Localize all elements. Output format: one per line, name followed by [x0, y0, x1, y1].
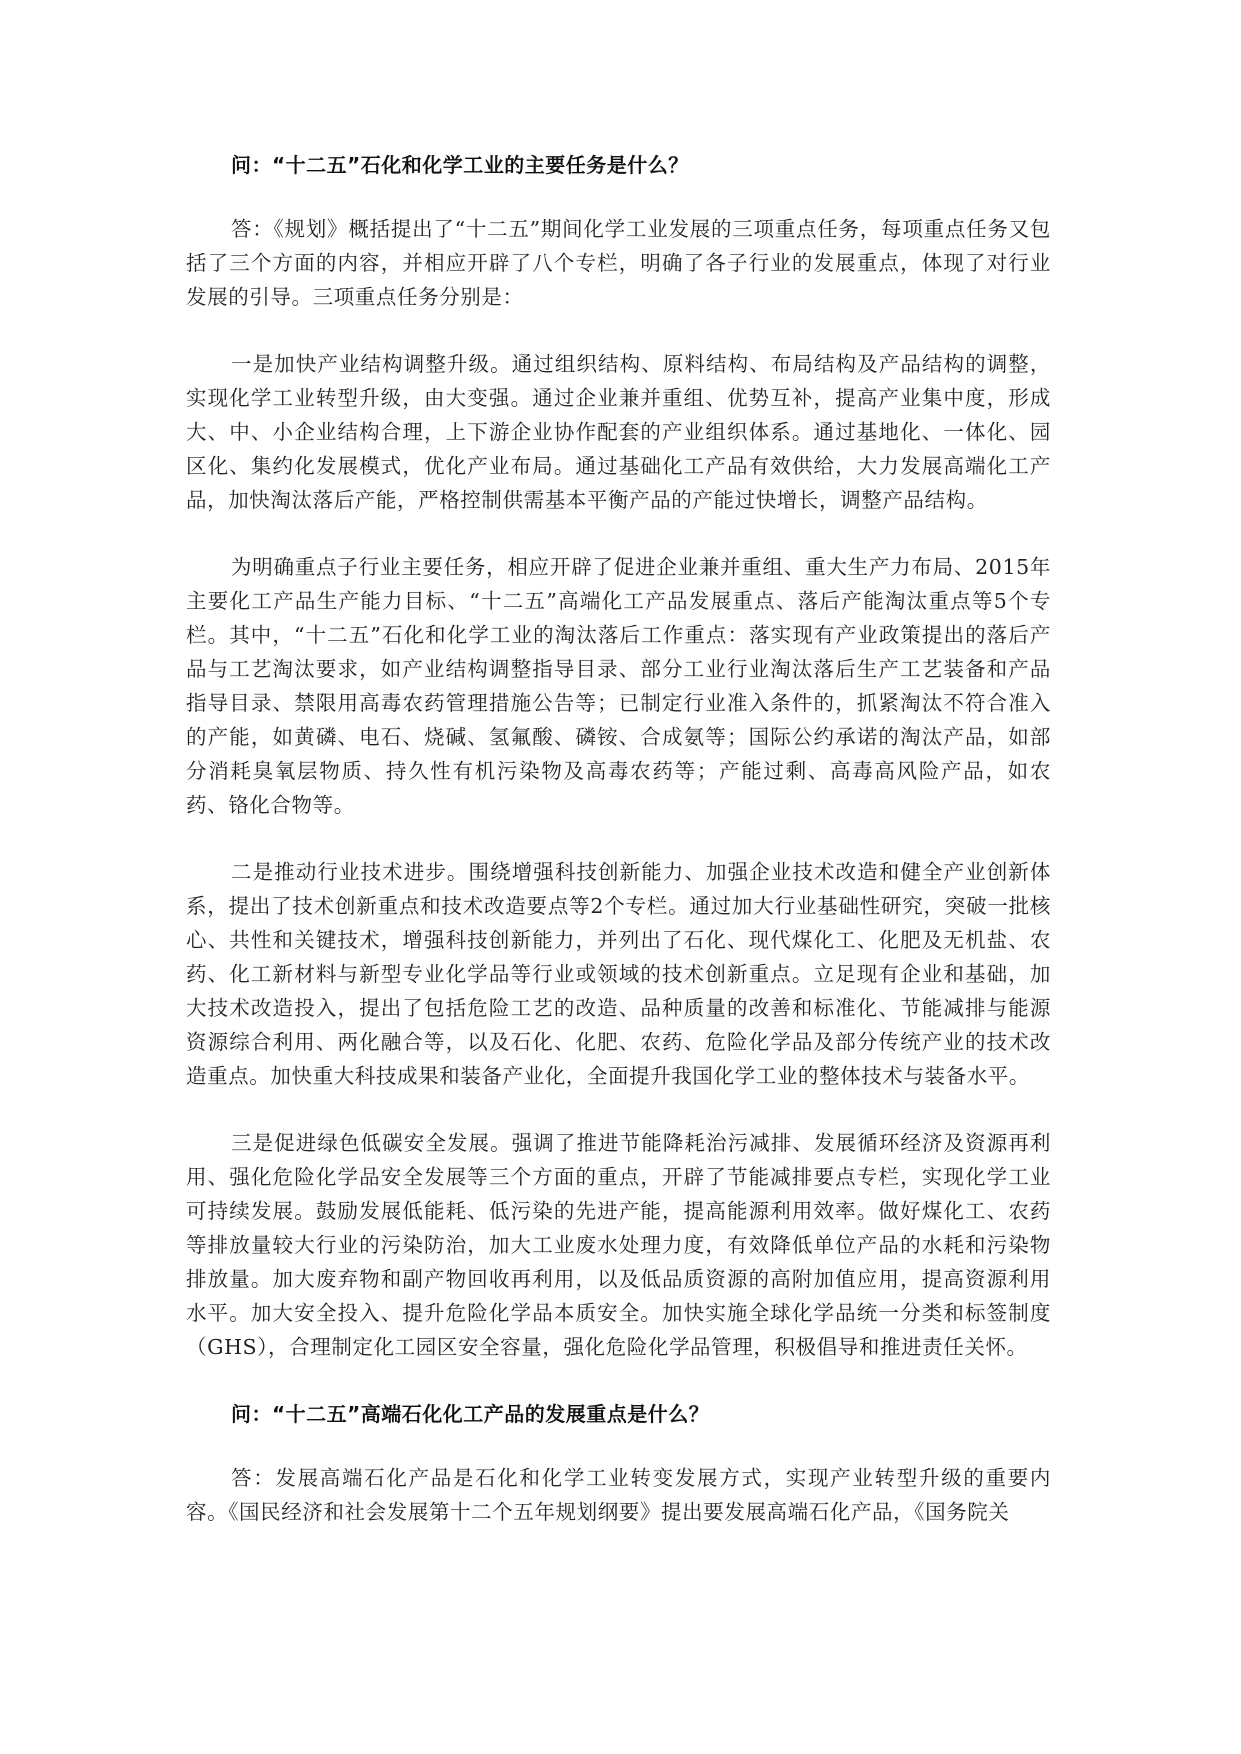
answer-paragraph-1: 答：《规划》概括提出了“十二五”期间化学工业发展的三项重点任务，每项重点任务又包括了三个方面的内容，并相应开辟了八个专栏，明确了各子行业的发展重点，体现了对行业发展的引导。三项重点任务分别是： — [186, 217, 1051, 309]
task-detail-paragraph: 为明确重点子行业主要任务，相应开辟了促进企业兼并重组、重大生产力布局、2015年主要化工产品生产能力目标、“十二五”高端化工产品发展重点、落后产能淘汰重点等5个专栏。其中，“十二五”石化和化学工业的淘汰落后工作重点：落实现有产业政策提出的落后产品与工艺淘汰要求，如产业结构调整指导目录、部分工业行业淘汰落后生产工艺装备和产品指导目录、禁限用高毒农药管理措施公告等；已制定行业准入条件的，抓紧淘汰不符合准入的产能，如黄磷、电石、烧碱、氢氟酸、磷铵、合成氨等；国际公约承诺的淘汰产品，如部分消耗臭氧层物质、持久性有机污染物及高毒农药等；产能过剩、高毒高风险产品，如农药、铬化合物等。 — [186, 555, 1051, 817]
question-heading-2: 问：“十二五”高端石化化工产品的发展重点是什么？ — [231, 1402, 710, 1426]
answer-paragraph-2: 答：发展高端石化产品是石化和化学工业转变发展方式，实现产业转型升级的重要内容。《国民经济和社会发展第十二个五年规划纲要》提出要发展高端石化产品，《国务院关 — [186, 1466, 1051, 1524]
task-paragraph-1: 一是加快产业结构调整升级。通过组织结构、原料结构、布局结构及产品结构的调整，实现化学工业转型升级，由大变强。通过企业兼并重组、优势互补，提高产业集中度，形成大、中、小企业结构合理，上下游企业协作配套的产业组织体系。通过基地化、一体化、园区化、集约化发展模式，优化产业布局。通过基础化工产品有效供给，大力发展高端化工产品，加快淘汰落后产能，严格控制供需基本平衡产品的产能过快增长，调整产品结构。 — [186, 352, 1051, 512]
task-paragraph-2: 二是推动行业技术进步。围绕增强科技创新能力、加强企业技术改造和健全产业创新体系，提出了技术创新重点和技术改造要点等2个专栏。通过加大行业基础性研究，突破一批核心、共性和关键技术，增强科技创新能力，并列出了石化、现代煤化工、化肥及无机盐、农药、化工新材料与新型专业化学品等行业或领域的技术创新重点。立足现有企业和基础，加大技术改造投入，提出了包括危险工艺的改造、品种质量的改善和标准化、节能减排与能源资源综合利用、两化融合等，以及石化、化肥、农药、危险化学品及部分传统产业的技术改造重点。加快重大科技成果和装备产业化，全面提升我国化学工业的整体技术与装备水平。 — [186, 860, 1051, 1088]
task-paragraph-3: 三是促进绿色低碳安全发展。强调了推进节能降耗治污减排、发展循环经济及资源再利用、强化危险化学品安全发展等三个方面的重点，开辟了节能减排要点专栏，实现化学工业可持续发展。鼓励发展低能耗、低污染的先进产能，提高能源利用效率。做好煤化工、农药等排放量较大行业的污染防治，加大工业废水处理力度，有效降低单位产品的水耗和污染物排放量。加大废弃物和副产物回收再利用，以及低品质资源的高附加值应用，提高资源利用水平。加大安全投入、提升危险化学品本质安全。加快实施全球化学品统一分类和标签制度（GHS），合理制定化工园区安全容量，强化危险化学品管理，积极倡导和推进责任关怀。 — [186, 1131, 1051, 1359]
question-heading-1: 问：“十二五”石化和化学工业的主要任务是什么？ — [231, 153, 689, 177]
document-page — [186, 148, 1051, 1529]
